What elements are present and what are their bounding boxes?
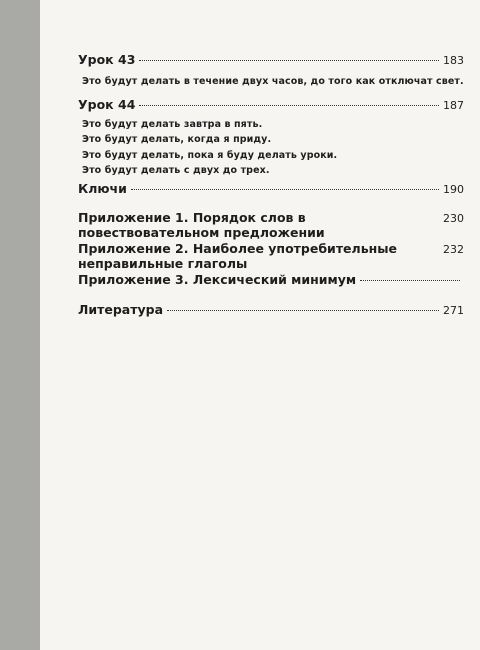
toc-entry-appendix-2[interactable] [78, 241, 464, 271]
toc-entry-lesson-44[interactable] [78, 97, 464, 112]
toc-entry-title: Урок 44 [78, 97, 136, 112]
toc-entry-page: 183 [443, 54, 464, 67]
toc-entry-title: Приложение 2. Наиболее употребительные неправильные глаголы [78, 241, 398, 271]
toc-entry-appendix-1[interactable] [78, 210, 464, 240]
subitem: Это будут делать завтра в пять. [82, 119, 263, 130]
toc-entry-keys[interactable] [78, 181, 464, 196]
toc-entry-page: 230 [443, 212, 464, 225]
dot-leader [167, 310, 439, 311]
dot-leader [360, 280, 460, 281]
subitem: Это будут делать, пока я буду делать уроки. [82, 149, 338, 161]
subitem: Это будут делать с двух до трех. [82, 165, 270, 177]
toc-entry-page: 190 [443, 183, 464, 196]
subitem: Это будут делать, когда я приду. [82, 134, 272, 146]
toc-entry-title: Ключи [78, 181, 127, 196]
toc-entry-title: Урок 43 [78, 52, 136, 67]
lesson-43-subitems [82, 74, 464, 89]
toc-entry-page: 187 [443, 99, 464, 112]
lesson-44-subitems [82, 117, 337, 179]
dot-leader [131, 189, 439, 190]
toc-entry-page: 232 [443, 243, 464, 256]
dot-leader [139, 105, 439, 106]
toc-entry-title: Приложение 1. Порядок слов в повествовательном предложении [78, 210, 325, 240]
subitem: Это будут делать в течение двух часов, до того как отключат свет. [82, 76, 464, 87]
toc-entry-literature[interactable] [78, 302, 464, 317]
toc-entry-appendix-3[interactable] [78, 272, 464, 287]
toc-entry-page: 271 [443, 304, 464, 317]
toc-entry-title: Литература [78, 302, 164, 317]
book-spine-edge [0, 0, 40, 650]
dot-leader [139, 60, 439, 61]
toc-entry-lesson-43[interactable] [78, 52, 464, 67]
toc-entry-title: Приложение 3. Лексический минимум [78, 272, 357, 287]
